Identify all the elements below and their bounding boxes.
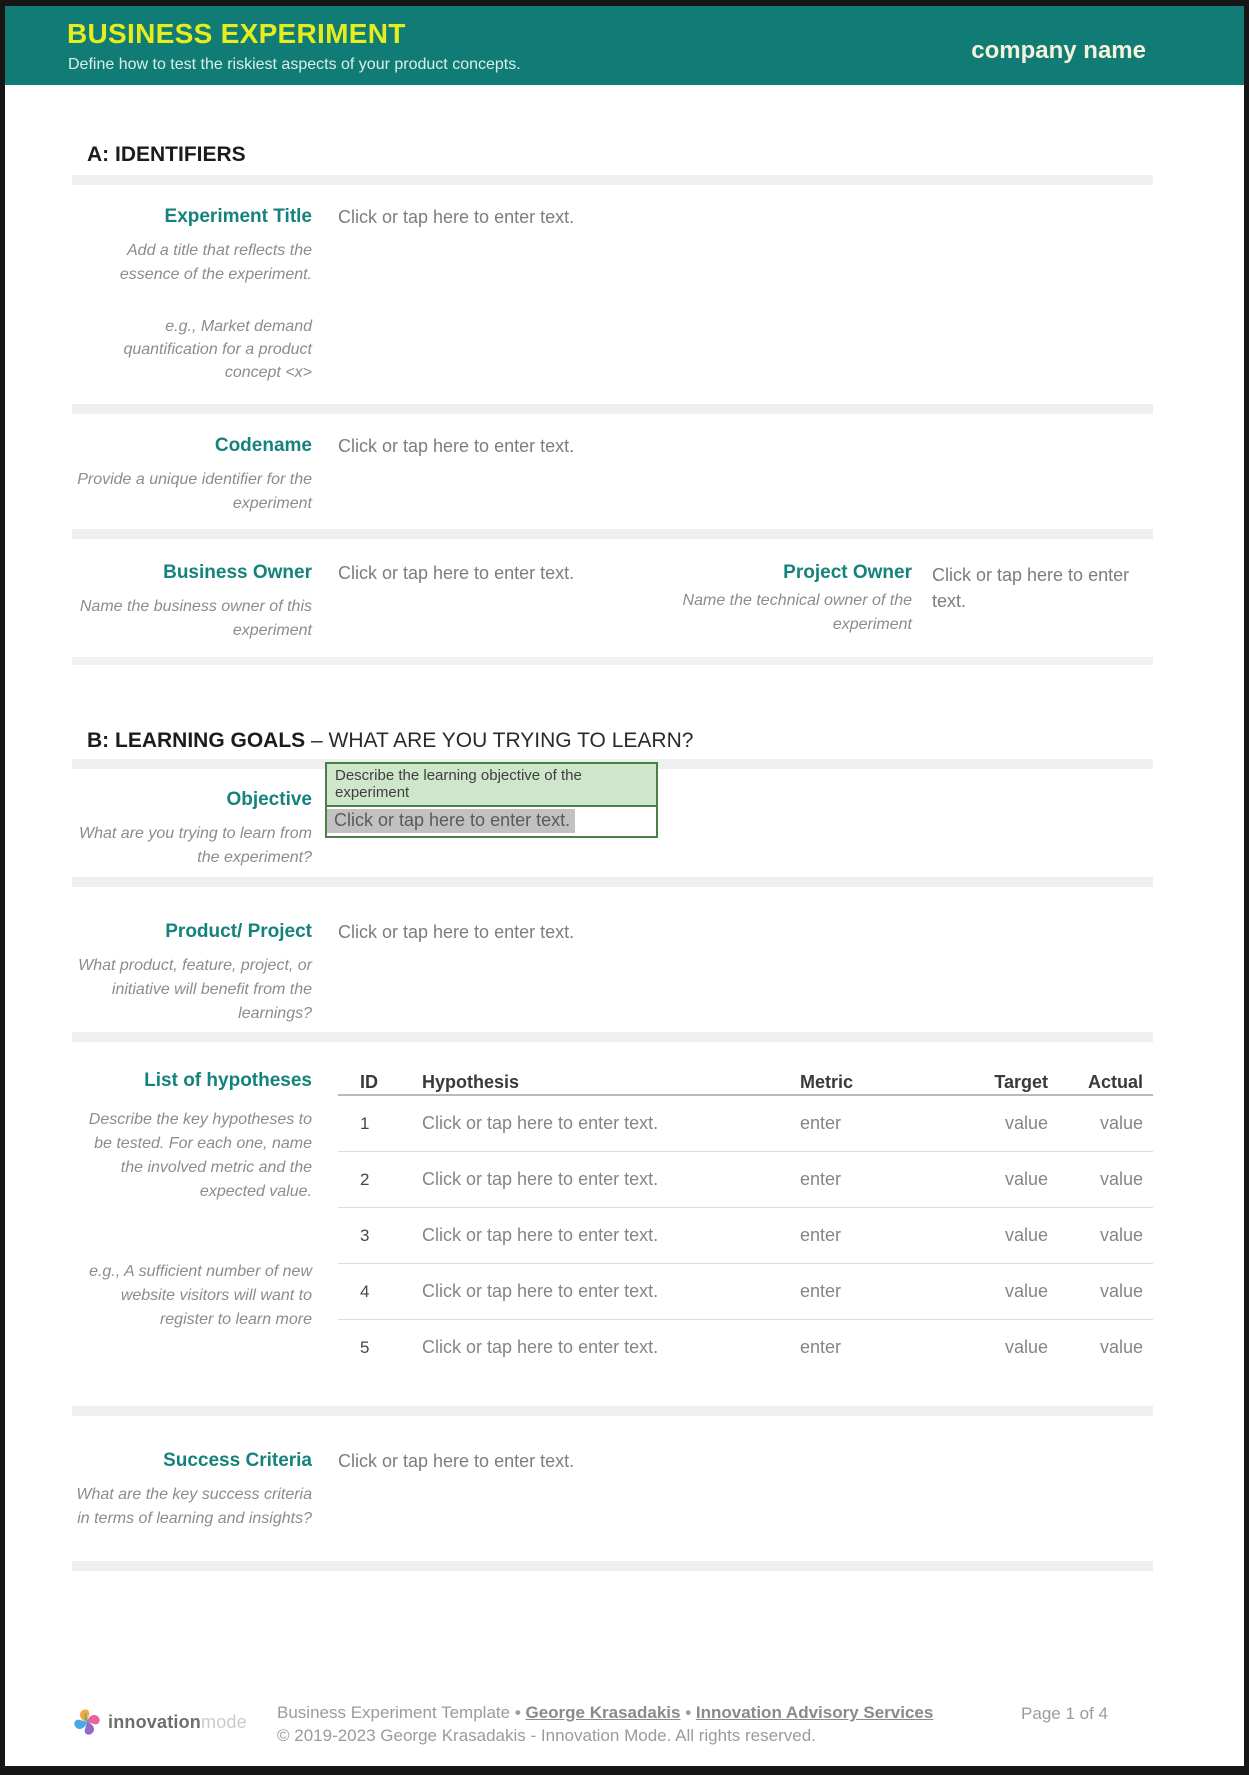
project-owner-label: Project Owner (783, 562, 912, 583)
page-number: Page 1 of 4 (1021, 1704, 1108, 1723)
target-input[interactable]: value (1004, 1169, 1048, 1189)
product-project-row (72, 921, 1153, 1032)
success-criteria-labels (72, 1450, 312, 1531)
row-id: 3 (360, 1225, 370, 1245)
header-band (5, 6, 1244, 85)
hypotheses-table (338, 1070, 1153, 1375)
product-project-input[interactable]: Click or tap here to enter text. (338, 922, 575, 942)
objective-description: What are you trying to learn from the experiment? (79, 825, 312, 866)
pinwheel-logo-icon (72, 1707, 102, 1737)
section-b-heading-bold: B: LEARNING GOALS (87, 729, 306, 752)
target-input[interactable]: value (1004, 1337, 1048, 1357)
experiment-title-label: Experiment Title (164, 206, 312, 227)
project-owner-labels (672, 562, 912, 637)
objective-row (72, 762, 1153, 877)
experiment-title-example: e.g., Market demand quantification for a product concept <x> (123, 318, 312, 381)
experiment-title-input[interactable]: Click or tap here to enter text. (338, 207, 575, 227)
column-header-target: Target (994, 1071, 1048, 1092)
divider (72, 657, 1153, 665)
actual-input[interactable]: value (1099, 1337, 1143, 1357)
column-header-metric: Metric (800, 1071, 854, 1092)
footer-copyright: © 2019-2023 George Krasadakis - Innovation Mode. All rights reserved. (277, 1726, 816, 1745)
owners-row (72, 562, 1153, 657)
metric-input[interactable]: enter (800, 1225, 842, 1245)
divider (72, 175, 1153, 185)
table-row (338, 1264, 1153, 1320)
hypotheses-example: e.g., A sufficient number of new website visitors will want to register to learn more (89, 1263, 312, 1328)
product-project-labels (72, 921, 312, 1026)
document-subtitle: Define how to test the riskiest aspects of your product concepts. (68, 56, 521, 73)
owners-fieldarea (338, 562, 1153, 637)
project-owner-description: Name the technical owner of the experiment (682, 592, 912, 633)
experiment-title-description: Add a title that reflects the essence of the experiment. (119, 242, 312, 283)
business-owner-labels (72, 562, 312, 643)
services-link[interactable]: Innovation Advisory Services (695, 1703, 934, 1722)
target-input[interactable]: value (1004, 1113, 1048, 1133)
table-row (338, 1208, 1153, 1264)
innovation-mode-logo (72, 1701, 277, 1737)
codename-row (72, 435, 1153, 529)
table-row (338, 1320, 1153, 1375)
row-id: 5 (360, 1337, 370, 1357)
hypotheses-description: Describe the key hypotheses to be tested. For each one, name the involved metric and the expected value. (88, 1111, 312, 1200)
table-row (338, 1152, 1153, 1208)
success-criteria-input[interactable]: Click or tap here to enter text. (338, 1451, 575, 1471)
target-input[interactable]: value (1004, 1225, 1048, 1245)
metric-input[interactable]: enter (800, 1113, 842, 1133)
logo-text-innovation: innovation (108, 1711, 201, 1732)
target-input[interactable]: value (1004, 1281, 1048, 1301)
business-owner-description: Name the business owner of this experiment (79, 598, 312, 639)
success-criteria-description: What are the key success criteria in terms of learning and insights? (76, 1486, 312, 1527)
column-header-actual: Actual (1087, 1071, 1143, 1092)
author-link[interactable]: George Krasadakis (525, 1703, 681, 1722)
objective-input-selected[interactable]: Click or tap here to enter text. (327, 809, 575, 833)
column-header-id: ID (360, 1071, 378, 1092)
product-project-label: Product/ Project (165, 921, 312, 942)
hypotheses-label: List of hypotheses (144, 1070, 312, 1091)
codename-fieldarea (338, 435, 1153, 457)
page-content (5, 142, 1244, 1747)
bullet-separator: • (685, 1703, 692, 1722)
experiment-title-labels (72, 206, 312, 384)
business-owner-input[interactable]: Click or tap here to enter text. (338, 563, 575, 583)
row-id: 1 (360, 1113, 370, 1133)
row-id: 2 (360, 1169, 370, 1189)
divider (72, 529, 1153, 539)
hypothesis-input[interactable]: Click or tap here to enter text. (422, 1113, 659, 1133)
hypotheses-labels (72, 1070, 312, 1332)
actual-input[interactable]: value (1099, 1281, 1143, 1301)
section-b-heading (72, 728, 1153, 753)
hypothesis-input[interactable]: Click or tap here to enter text. (422, 1337, 659, 1357)
footer-doc-title: Business Experiment Template (277, 1703, 511, 1722)
logo-text-mode: mode (201, 1711, 247, 1732)
metric-input[interactable]: enter (800, 1337, 842, 1357)
project-owner-input[interactable]: Click or tap here to enter text. (932, 565, 1130, 611)
logo-wordmark (108, 1712, 247, 1733)
table-row (338, 1096, 1153, 1152)
actual-input[interactable]: value (1099, 1113, 1143, 1133)
divider (72, 1032, 1153, 1042)
experiment-title-row (72, 206, 1153, 404)
actual-input[interactable]: value (1099, 1169, 1143, 1189)
section-a-heading: A: IDENTIFIERS (87, 143, 246, 166)
content-control-tooltip: Describe the learning objective of the experiment (325, 762, 658, 805)
footer-line-1 (277, 1701, 933, 1724)
codename-label: Codename (214, 435, 312, 456)
page-footer (72, 1701, 1153, 1747)
company-name-field[interactable]: company name (971, 37, 1146, 64)
column-header-hypothesis: Hypothesis (422, 1071, 520, 1092)
divider (72, 404, 1153, 414)
experiment-title-fieldarea (338, 206, 1153, 228)
hypothesis-input[interactable]: Click or tap here to enter text. (422, 1225, 659, 1245)
document-title: BUSINESS EXPERIMENT (67, 18, 406, 49)
divider (72, 1561, 1153, 1571)
actual-input[interactable]: value (1099, 1225, 1143, 1245)
codename-labels (72, 435, 312, 516)
objective-fieldarea (334, 762, 1153, 838)
hypotheses-table-header (338, 1070, 1153, 1096)
hypotheses-row (72, 1070, 1153, 1375)
business-owner-label: Business Owner (163, 562, 312, 583)
success-criteria-row (72, 1450, 1153, 1561)
codename-input[interactable]: Click or tap here to enter text. (338, 436, 575, 456)
product-project-fieldarea (338, 921, 1153, 943)
success-criteria-label: Success Criteria (163, 1450, 312, 1471)
divider (72, 1406, 1153, 1416)
bullet-separator: • (514, 1703, 521, 1722)
product-project-description: What product, feature, project, or initiative will benefit from the learnings? (78, 957, 312, 1022)
objective-content-control[interactable] (325, 805, 658, 838)
hypothesis-input[interactable]: Click or tap here to enter text. (422, 1281, 659, 1301)
codename-description: Provide a unique identifier for the experiment (77, 471, 312, 512)
success-criteria-fieldarea (338, 1450, 1153, 1472)
divider (72, 877, 1153, 887)
objective-labels (72, 762, 312, 870)
hypothesis-input[interactable]: Click or tap here to enter text. (422, 1169, 659, 1189)
metric-input[interactable]: enter (800, 1281, 842, 1301)
footer-text (277, 1701, 933, 1747)
row-id: 4 (360, 1281, 370, 1301)
section-b-heading-rest: – WHAT ARE YOU TRYING TO LEARN? (311, 729, 694, 752)
metric-input[interactable]: enter (800, 1169, 842, 1189)
objective-label: Objective (226, 789, 312, 810)
